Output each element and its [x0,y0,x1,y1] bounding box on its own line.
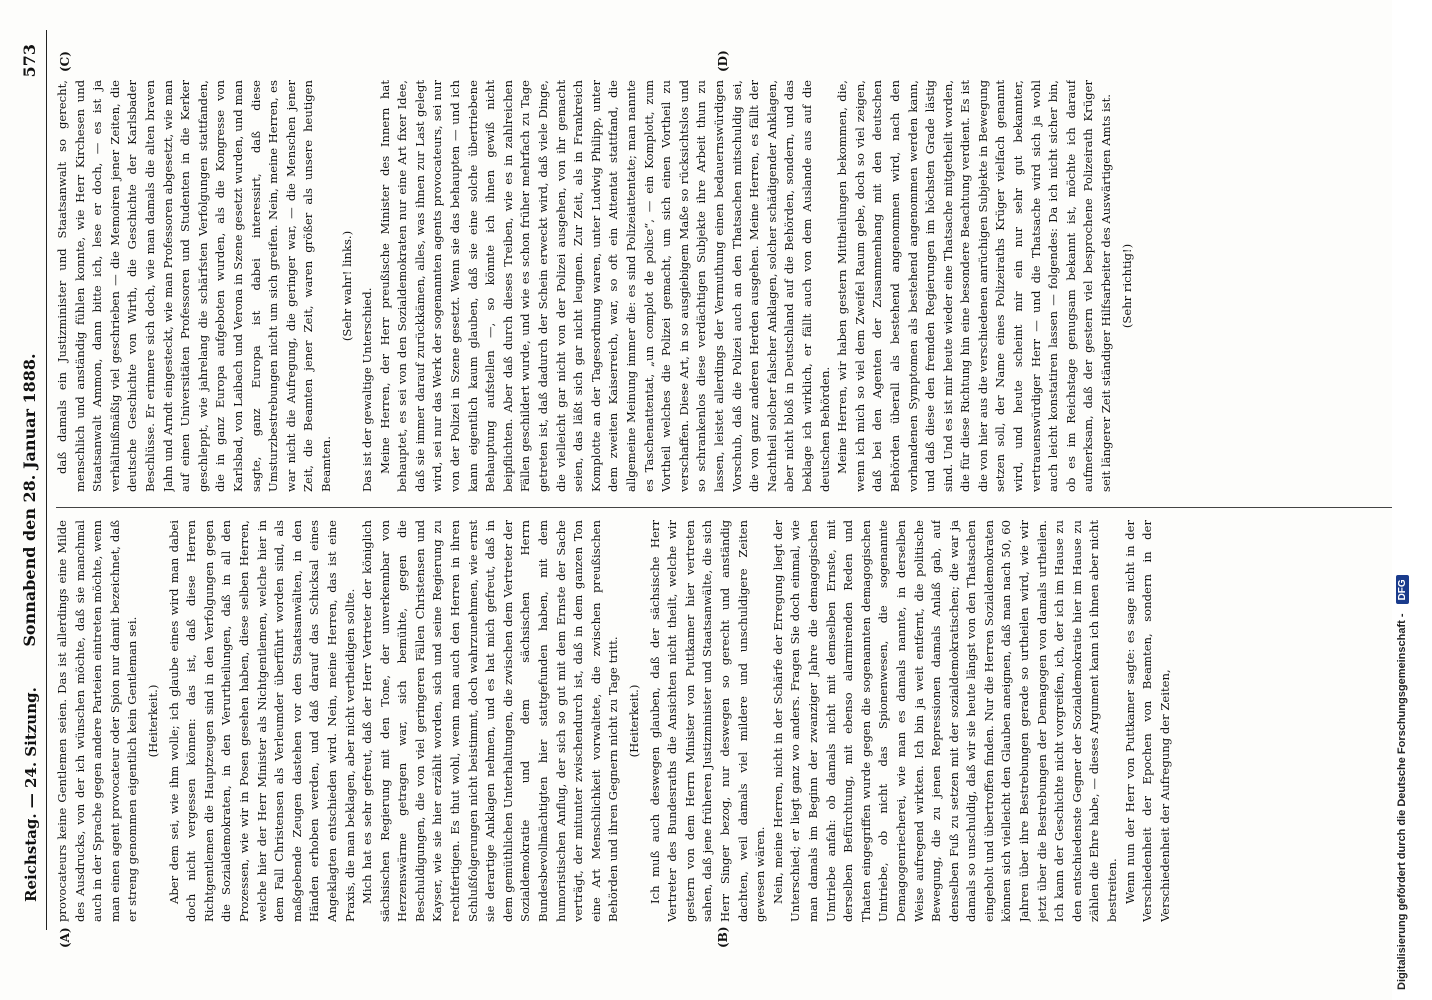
paragraph: Meine Herren, wir haben gestern Mittheilungen bekommen, die, wenn ich mich so viel dem Zweifel Raum gebe, doch so viel zeigen, daß bei den Agenten der Zusammenhang mit den deutschen Behörden überall als bestehend angenommen wird, nach den vorhandenen Symptomen als bestehend angenommen werden kann, und daß diese den fremden Regierungen im höchsten Grade lästig sind. Und es ist mir heute wieder eine Thatsache mitgetheilt worden, die für diese Richtung hin eine besondere Beachtung verdient. Es ist die von hier aus die verschiedenen anrüchigen Subjekte in Bewegung setzen soll, der Name eines Polizeiraths Krüger vielfach genannt wird, und heute scheint mir ein nur sehr gut bekannter, vertrauenswürdiger Herr — und die Thatsache wird sich ja wohl auch leicht konstatiren lassen — folgendes: Da ich nicht sicher bin, ob es im Reichstage genugsam bekannt ist, möchte ich darauf aufmerksam, daß der gestern viel besprochene Polizeirath Krüger seit längerer Zeit ständiger Hilfsarbeiter des Auswärtigen Amts ist. [835,80,1114,492]
header-rule [46,30,47,930]
interjection: (Heiterkeit.) [145,684,160,758]
header-date: Sonnabend den 28. Januar 1888. [20,353,39,647]
paragraph: Nein, meine Herren, nicht in der Schärfe der Erregung liegt der Unterschied; er liegt ganz wo anders. Fragen Sie doch einmal, wie man damals im Beginn der zwanziger Jahre die demagogischen Umtriebe anfah: ob damals nicht mit demselben Ernste, mit derselben Befürchtung, mit ebenso alarmirenden Reden und Thaten eingegriffen wurde gegen die sogenannten demagogischen Umtriebe, ob nicht das Spionenwesen, die sogenannte Demagogenriecherei, wie man es damals nannte, in derselben Weise aufregend wirkten. Ich bin ja weit entfernt, die politische Bewegung, die zu jenen Repressionen damals Anlaß gab, auf denselben Fuß zu setzen mit der sozialdemokratischen; die war ja damals so unschuldig, daß wir sie heute längst von den Thatsachen eingeholt und übertroffen finden. Nur die Herren Sozialdemokraten können sich vielleicht den Glauben aneignen, daß man nach 50, 60 Jahren über ihre Bestrebungen gerade so urtheilen wird, wie wir jetzt über die Bestrebungen der Demagogen von damals urtheilen. Ich kann der Geschichte nicht vorgreifen, ich, der ich im Hause zu den entschiedenste Gegner der Sozialdemokratie hier im Hause zu zählen die Ehre habe, — dieses Argument kann ich ihnen aber nicht bestreiten. [770,520,1120,922]
margin-marker-d: (D) [716,50,730,72]
margin-marker-b: (B) [716,926,730,948]
paragraph: daß damals ein Justizminister und Staatsanwalt so gerecht, menschlich und anständig fühlen konnte, wie Herr Kirchesen und Staatsanwalt Ammon, dann bitte ich, lese er doch, — es ist ja verhältnißmäßig viel geschrieben — die Memoiren jener Zeiten, die deutsche Geschichte von Wirth, die Geschichte der Karlsbader Beschlüsse. Er erinnere sich doch, wie man damals die alten braven Jahn und Arndt eingesteckt, wie man Professoren abgesetzt, wie man auf einen Universitäten Professoren und Studenten in die Kerker geschleppt, wie jahrelang die schärfsten Verfolgungen stattfanden, die in ganz Europa aufgeboten wurden, als die Kongresse von Karlsbad, von Laibach und Verona in Szene gesetzt wurden, und man sagte, ganz Europa ist dabei interessirt, daß diese Umsturzbestrebungen nicht um sich greifen. Nein, meine Herren, es war nicht die Aufregung, die geringer war, — die Menschen jener Zeit, die Beamten jener Zeit, waren größer als unsere heutigen Beamten. [55,80,333,492]
interjection: (Heiterkeit.) [627,684,641,758]
margin-marker-a: (A) [58,927,72,948]
interjection: (Sehr wahr! links.) [339,230,354,342]
column-divider [56,507,1414,508]
paragraph: provocateurs keine Gentlemen seien. Das ist allerdings eine Milde des Ausdrucks, von der ich wünschen möchte, daß sie manchmal auch in der Sprache gegen andere Parteien eintreten möchte, wenn man einen agent provocateur oder Spion nur damit bezeichnet, daß er streng genommen eigentlich kein Gentleman sei. [55,520,140,922]
sidebar-credit: Digitalisierung gefördert durch die Deutsche Forschungsgemeinschaft - [1396,613,1408,990]
page-header [18,38,44,962]
interjection: (Sehr richtig!) [1119,243,1134,329]
page-number: 573 [20,44,39,78]
header-session: Reichstag. — 24. Sitzung. [22,687,40,902]
paragraph: Mich hat es sehr gefreut, daß der Herr Vertreter der königlich sächsischen Regierung mit den Tone, der unverkennbar von Herzenswärme getragen war, sich bemühte, gegen die Beschuldigungen, die von viel geringeren Fällen Christensen und Kayser, wie sie hier erzählt worden, sich und seine Regierung zu rechtfertigen. Es thut wohl, wenn man auch den Herren in ihren Schlußfolgerungen nicht beistimmt, doch wahrzunehmen, wie ernst sie derartige Anklagen nehmen, und es hat mich gefreut, daß in dem gemüthlichen Unterhaltungen, die zwischen dem Vertreter der Sozialdemokratie und dem sächsischen Herrn Bundesbevollmächtigten hier stattgefunden haben, mit dem humoristischen Anflug, der sich so gut mit dem Ernste der Sache verträgt, der mitunter zwischendurch ist, daß in dem ganzen Ton eine Art Menschlichkeit vorwaltete, die zwischen preußischen Behörden und ihren Gegnern nicht zu Tage tritt. [360,520,621,922]
dfg-logo: DFG [1396,575,1409,604]
paragraph: Das ist der gewaltige Unterschied. [360,287,375,492]
digitization-sidebar [1392,0,1432,1000]
paragraph: Meine Herren, der Herr preußische Minister des Innern hat behauptet, es sei von den Sozialdemokraten nur eine Art fixer Idee, daß sie immer darauf zurückkämen, alles, was ihnen zur Last gelegt wird, sei nur das Werk der sogenannten agents provocateurs, sei nur von der Polizei in Szene gesetzt. Wenn sie das behaupten — und ich kann eigentlich kaum glauben, daß sie eine solche übertriebene Behauptung aufstellen —, so könnte ich ihnen gewiß nicht beipflichten. Aber daß durch dieses Treiben, wie es in zahlreichen Fällen geschildert wurde, und wie es schon früher mehrfach zu Tage getreten ist, daß dadurch der Schein erweckt wird, daß viele Dinge, die vielleicht gar nicht von der Polizei ausgehen, von ihr gemacht seien, das läßt sich gar nicht leugnen. Zur Zeit, als in Frankreich Komplotte an der Tagesordnung waren, unter Ludwig Philipp, unter dem zweiten Kaiserreich, war, so oft ein Attentat stattfand, die allgemeine Meinung immer die: es sind Polizeiattentate; man nannte es Taschenattentat, „un complot de police“, — ein Komplott, zum Vortheil welches die Polizei gemacht, um sich einen Vortheil zu verschaffen. Diese Art, in so ausgiebigem Maße so rücksichtslos und so schrankenlos diese verdächtigen Subjekte ihre Arbeit thun zu lassen, leistet allerdings der Vermuthung einen bedauernswürdigen Vorschub, daß die Polizei auch an den Thatsachen mitschuldig sei, die von ganz anderen Herden ausgehen. Meine Herren, es fällt der Nachtheil solcher falscher Anklagen, solcher schädigender Anklagen, aber nicht bloß in Deutschland auf die Behörden, sondern, und das beklage ich wirklich, er fällt auch von dem Auslande aus auf die deutschen Behörden. [377,80,832,492]
paragraph: Aber dem sei, wie ihm wolle; ich glaube eines wird man dabei doch nicht vergessen können: das ist, daß diese Herren Richtgentlemen die Hauptzeugen sind in den Verfolgungen gegen die Sozialdemokraten, in den Verurtheilungen, daß in all den Prozessen, wie wir in Posen gesehen haben, diese selben Herren, welche hier der Herr Minister als Nichtgentlemen, welche hier in dem Fall Christensen als Verleumder überführt worden sind, als maßgebende Zeugen dastehen vor den Staatsanwälten, in den Händen erhoben werden, und daß darauf das Schicksal eines Angeklagten entschieden wird. Nein, meine Herren, das ist eine Praxis, die man beklagen, aber nicht vertheidigen sollte. [166,520,357,922]
paragraph: Ich muß auch deswegen glauben, daß der sächsische Herr Vertreter des Bundesraths die Ansichten nicht theilt, welche wir gestern von dem Herrn Minister von Puttkamer hier vertreten sahen, daß jene früheren Justizminister und Staatsanwälte, die sich Herr Singer bezog, nur deswegen so gerecht und anständig dachten, weil damals viel mildere und unschuldigere Zeiten gewesen wären. [647,520,768,922]
margin-marker-c: (C) [58,51,72,72]
left-text-column [54,520,1414,922]
paragraph: Wenn nun der Herr von Puttkamer sagte: es sage nicht in der Verschiedenheit der Epochen von Beamten, sondern in der Verschiedenheit der Aufregung der Zeiten, [1122,520,1172,922]
right-text-column [54,80,1414,492]
